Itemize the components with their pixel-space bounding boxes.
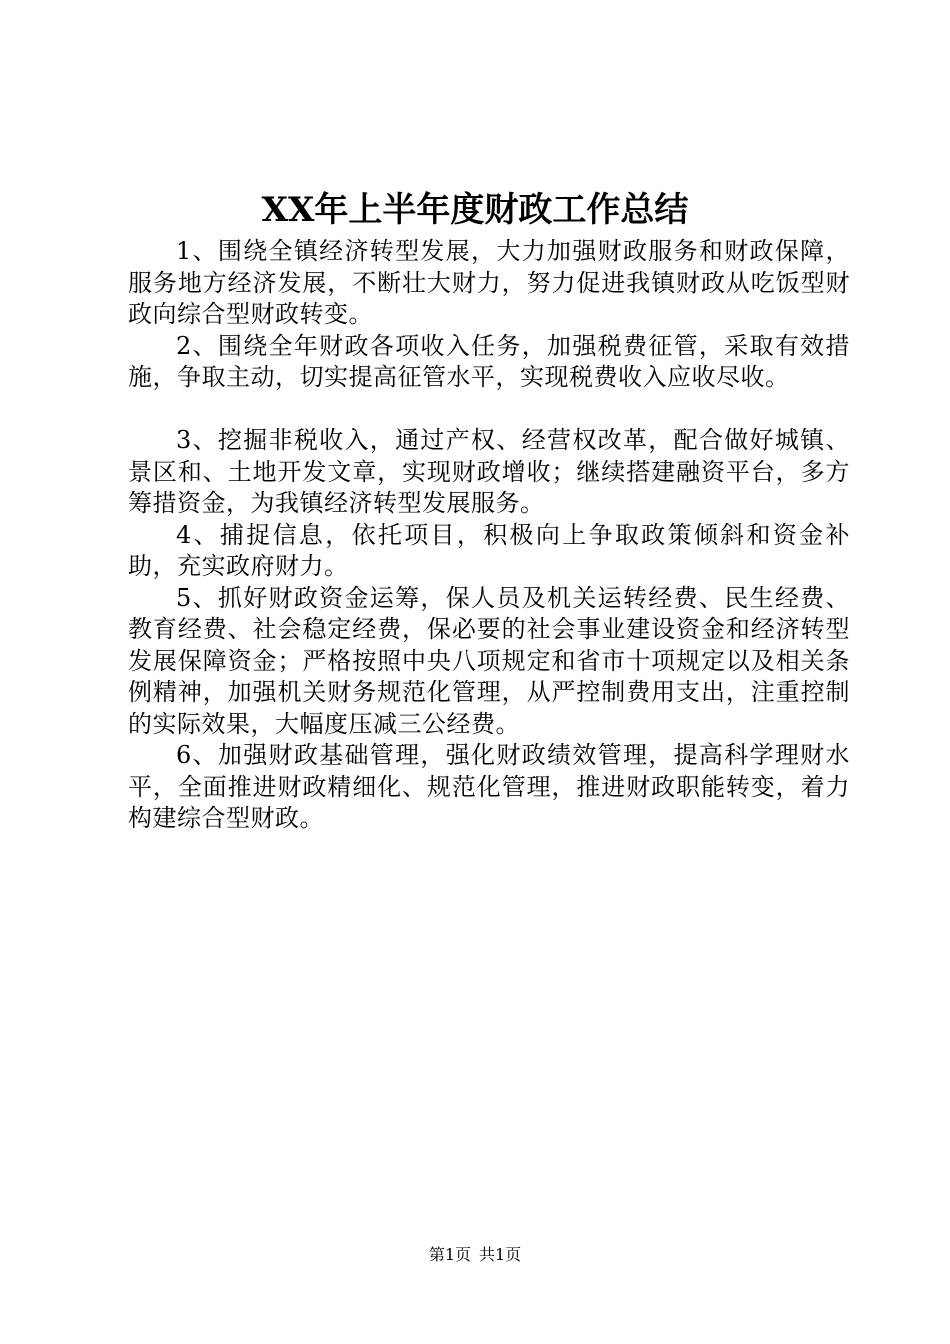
paragraph-1: 1、围绕全镇经济转型发展，大力加强财政服务和财政保障，服务地方经济发展，不断壮大财力，努力促进我镇财政从吃饭型财政向综合型财政转变。 (128, 237, 850, 328)
page-number-total: 共1页 (479, 1245, 522, 1264)
paragraph-gap (128, 394, 850, 426)
paragraph-6: 6、加强财政基础管理，强化财政绩效管理，提高科学理财水平，全面推进财政精细化、规范化管理，推进财政职能转变，着力构建综合型财政。 (128, 741, 850, 832)
page-number-current: 第1页 (428, 1245, 471, 1264)
paragraph-2: 2、围绕全年财政各项收入任务，加强税费征管，采取有效措施，争取主动，切实提高征管水平，实现税费收入应收尽收。 (128, 331, 850, 391)
paragraph-5: 5、抓好财政资金运筹，保人员及机关运转经费、民生经费、教育经费、社会稳定经费，保必要的社会事业建设资金和经济转型发展保障资金；严格按照中央八项规定和省市十项规定以及相关条例精神，加强机关财务规范化管理，从严控制费用支出，注重控制的实际效果，大幅度压减三公经费。 (128, 583, 850, 738)
page-footer (0, 1244, 950, 1266)
paragraph-4: 4、捕捉信息，依托项目，积极向上争取政策倾斜和资金补助，充实政府财力。 (128, 520, 850, 580)
document-body (128, 236, 850, 835)
document-title: XX年上半年度财政工作总结 (261, 190, 689, 230)
paragraph-3: 3、挖掘非税收入，通过产权、经营权改革，配合做好城镇、景区和、土地开发文章，实现财政增收；继续搭建融资平台，多方筹措资金，为我镇经济转型发展服务。 (128, 426, 850, 517)
